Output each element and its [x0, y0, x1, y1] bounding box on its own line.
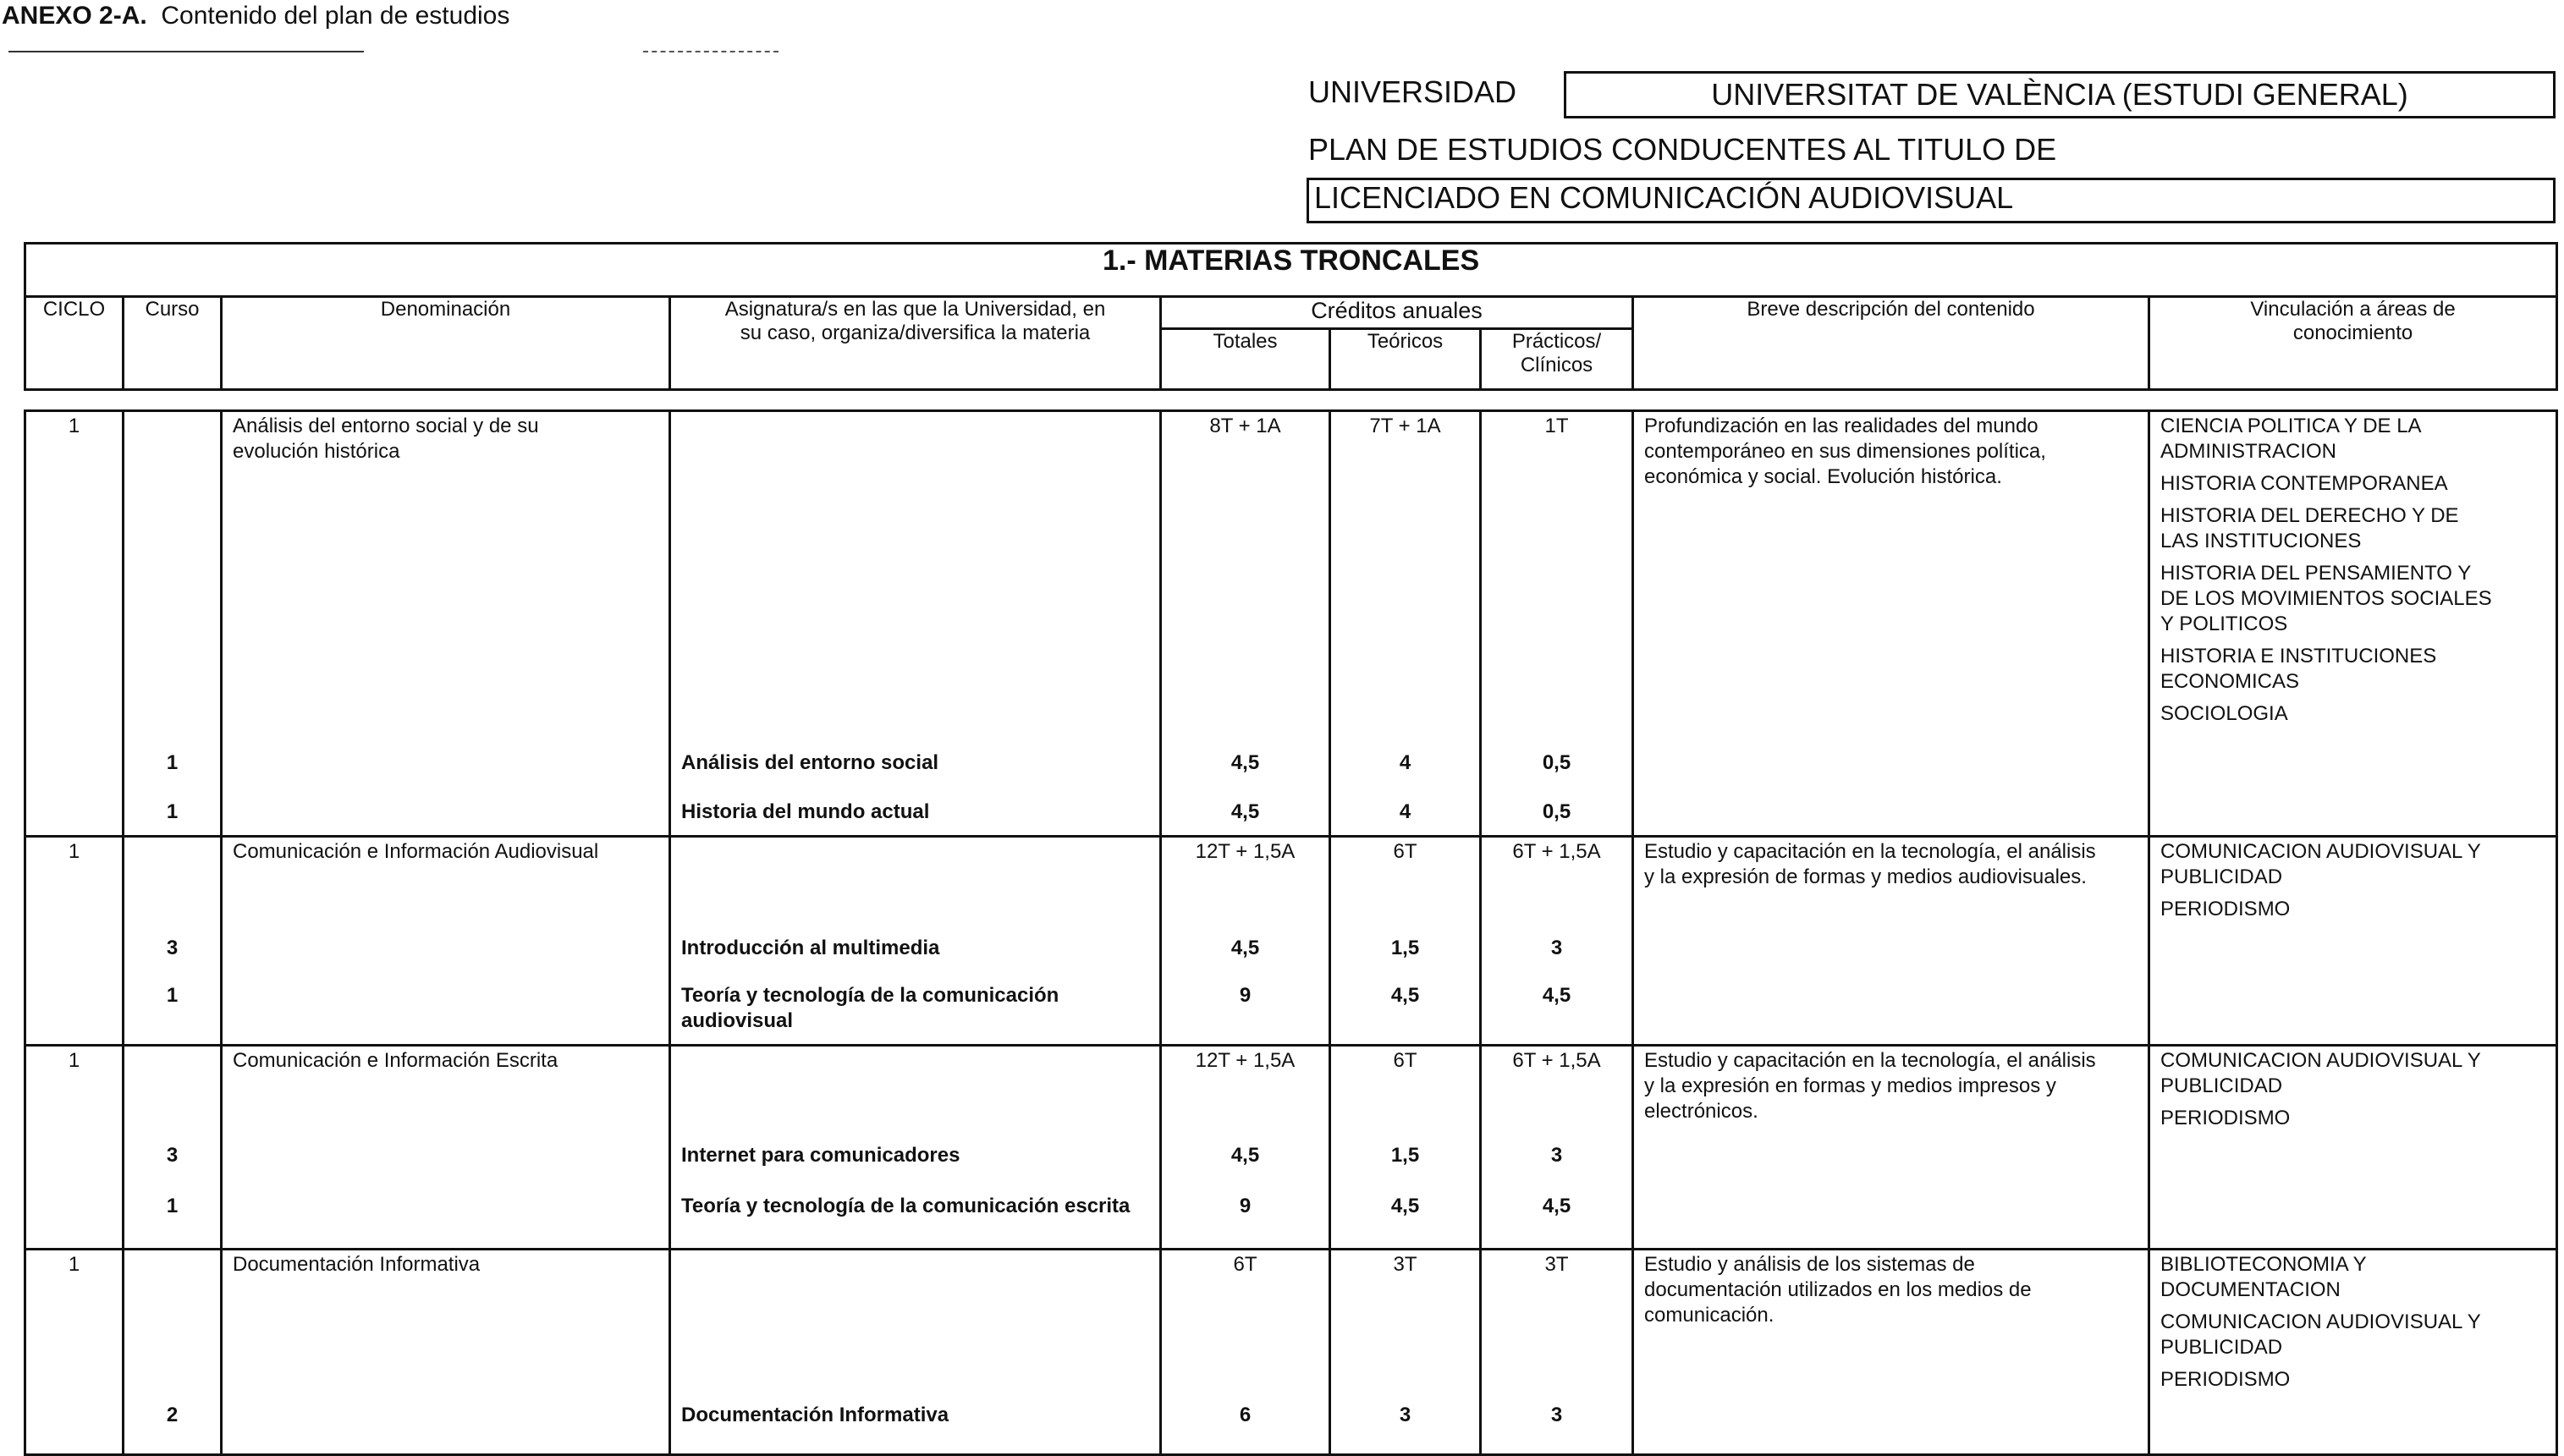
universidad-label: UNIVERSIDAD: [1308, 74, 1517, 109]
teoricos-value: 3T: [1393, 1253, 1417, 1276]
denominacion-cell: [222, 1046, 670, 1250]
asignatura-totales: 9: [1239, 984, 1252, 1007]
descripcion-text: y la expresión de formas y medios audiovisuales.: [1644, 865, 2087, 888]
denominacion-text: Comunicación e Información Audiovisual: [233, 840, 599, 863]
materia-row: [25, 837, 2557, 1046]
header-totales: Totales: [1161, 329, 1330, 390]
denominacion-text: Comunicación e Información Escrita: [233, 1049, 558, 1072]
curso-value: 2: [166, 1404, 179, 1426]
asignatura-practicos: 0,5: [1542, 800, 1571, 823]
asignatura-teoricos: 4: [1399, 751, 1411, 774]
teoricos-cell: [1330, 1046, 1481, 1250]
asignatura-cell: [670, 411, 1161, 837]
denominacion-cell: [222, 837, 670, 1046]
annex-title: Contenido del plan de estudios: [161, 2, 510, 30]
section-title: 1.- MATERIAS TRONCALES: [25, 244, 2557, 297]
asignatura-name: Análisis del entorno social: [681, 751, 939, 774]
descripcion-text: contemporáneo en sus dimensiones política,: [1644, 440, 2046, 463]
teoricos-value: 6T: [1393, 1049, 1417, 1072]
ciclo-cell: [25, 1046, 124, 1250]
denominacion-text: Análisis del entorno social y de su: [233, 415, 539, 437]
header-practicos: [1481, 329, 1633, 390]
asignatura-name: audiovisual: [681, 1009, 794, 1032]
teoricos-cell: [1330, 1250, 1481, 1455]
ciclo-value: 1: [68, 415, 80, 437]
teoricos-cell: [1330, 411, 1481, 837]
practicos-cell: [1481, 1250, 1633, 1455]
header-asignatura-line: Asignatura/s en las que la Universidad, en: [724, 298, 1106, 321]
totales-cell: [1161, 1250, 1330, 1455]
materia-row: [25, 1250, 2557, 1455]
practicos-cell: [1481, 1046, 1633, 1250]
annex-code: ANEXO 2-A.: [2, 2, 147, 30]
materias-table: [24, 409, 2558, 1456]
teoricos-value: 6T: [1393, 840, 1417, 863]
totales-value: 6T: [1233, 1253, 1257, 1276]
curso-value: 1: [166, 1195, 179, 1217]
header-ciclo: CICLO: [25, 297, 124, 390]
areas-cell: [2149, 1250, 2557, 1455]
area-text: CIENCIA POLITICA Y DE LA: [2160, 415, 2422, 437]
denominacion-text: Documentación Informativa: [233, 1253, 481, 1276]
curso-cell: [124, 1046, 222, 1250]
teoricos-value: 7T + 1A: [1369, 415, 1441, 437]
practicos-value: 6T + 1,5A: [1512, 840, 1601, 863]
materia-row: [25, 1046, 2557, 1250]
asignatura-teoricos: 3: [1399, 1404, 1411, 1426]
areas-cell: [2149, 1046, 2557, 1250]
area-text: PUBLICIDAD: [2160, 865, 2283, 888]
area-text: BIBLIOTECONOMIA Y: [2160, 1253, 2367, 1276]
descripcion-text: económica y social. Evolución histórica.: [1644, 465, 2002, 488]
totales-value: 8T + 1A: [1209, 415, 1281, 437]
totales-value: 12T + 1,5A: [1195, 840, 1296, 863]
asignatura-totales: 4,5: [1230, 1144, 1260, 1167]
asignatura-totales: 4,5: [1230, 937, 1260, 959]
area-text: DE LOS MOVIMIENTOS SOCIALES: [2160, 587, 2492, 610]
descripcion-text: electrónicos.: [1644, 1100, 1758, 1123]
area-text: PERIODISMO: [2160, 898, 2291, 920]
ciclo-value: 1: [68, 840, 80, 863]
ciclo-cell: [25, 837, 124, 1046]
descripcion-text: y la expresión en formas y medios impresos y: [1644, 1074, 2056, 1097]
area-text: Y POLITICOS: [2160, 613, 2288, 635]
area-text: ADMINISTRACION: [2160, 440, 2337, 463]
asignatura-teoricos: 1,5: [1390, 937, 1420, 959]
header-asignatura-line: su caso, organiza/diversifica la materia: [740, 321, 1091, 344]
totales-cell: [1161, 1046, 1330, 1250]
area-text: PERIODISMO: [2160, 1368, 2291, 1391]
descripcion-text: comunicación.: [1644, 1304, 1774, 1327]
asignatura-totales: 6: [1239, 1404, 1252, 1426]
curso-value: 1: [166, 984, 179, 1007]
divider: [8, 51, 364, 52]
header-breve: Breve descripción del contenido: [1633, 297, 2149, 390]
asignatura-practicos: 3: [1550, 1144, 1563, 1167]
asignatura-name: Documentación Informativa: [681, 1404, 949, 1426]
teoricos-cell: [1330, 837, 1481, 1046]
denominacion-cell: [222, 411, 670, 837]
header-asignatura: [670, 297, 1161, 390]
header-denominacion: Denominación: [222, 297, 670, 390]
materia-row: [25, 411, 2557, 837]
area-text: HISTORIA DEL PENSAMIENTO Y: [2160, 562, 2472, 585]
header-vinculacion: [2149, 297, 2557, 390]
practicos-value: 3T: [1544, 1253, 1569, 1276]
descripcion-text: documentación utilizados en los medios de: [1644, 1278, 2032, 1301]
header-curso: Curso: [124, 297, 222, 390]
curso-cell: [124, 837, 222, 1046]
header-creditos: Créditos anuales: [1161, 297, 1633, 329]
asignatura-practicos: 3: [1550, 1404, 1563, 1426]
descripcion-cell: [1633, 1250, 2149, 1455]
practicos-cell: [1481, 837, 1633, 1046]
asignatura-totales: 4,5: [1230, 800, 1260, 823]
asignatura-teoricos: 4: [1399, 800, 1411, 823]
asignatura-teoricos: 1,5: [1390, 1144, 1420, 1167]
asignatura-cell: [670, 837, 1161, 1046]
header-practicos-line: Clínicos: [1520, 354, 1593, 376]
asignatura-name: Teoría y tecnología de la comunicación: [681, 984, 1059, 1007]
ciclo-cell: [25, 411, 124, 837]
descripcion-text: Estudio y capacitación en la tecnología, el análisis: [1644, 840, 2096, 863]
descripcion-text: Profundización en las realidades del mundo: [1644, 415, 2039, 437]
practicos-cell: [1481, 411, 1633, 837]
header-table: [24, 242, 2558, 391]
area-text: SOCIOLOGIA: [2160, 702, 2288, 725]
curso-value: 3: [166, 937, 179, 959]
area-text: DOCUMENTACION: [2160, 1278, 2341, 1301]
area-text: PUBLICIDAD: [2160, 1336, 2283, 1359]
totales-value: 12T + 1,5A: [1195, 1049, 1296, 1072]
descripcion-cell: [1633, 1046, 2149, 1250]
asignatura-totales: 4,5: [1230, 751, 1260, 774]
asignatura-name: Historia del mundo actual: [681, 800, 930, 823]
curso-value: 3: [166, 1144, 179, 1167]
descripcion-text: Estudio y análisis de los sistemas de: [1644, 1253, 1975, 1276]
curso-value: 1: [166, 800, 179, 823]
area-text: COMUNICACION AUDIOVISUAL Y: [2160, 840, 2481, 863]
practicos-value: 1T: [1544, 415, 1569, 437]
area-text: PUBLICIDAD: [2160, 1074, 2283, 1097]
asignatura-teoricos: 4,5: [1390, 1195, 1420, 1217]
curso-cell: [124, 1250, 222, 1455]
asignatura-name: Teoría y tecnología de la comunicación escrita: [681, 1195, 1131, 1217]
descripcion-cell: [1633, 837, 2149, 1046]
asignatura-practicos: 0,5: [1542, 751, 1571, 774]
asignatura-name: Internet para comunicadores: [681, 1144, 960, 1167]
header-practicos-line: Prácticos/: [1511, 330, 1602, 353]
asignatura-totales: 9: [1239, 1195, 1252, 1217]
ciclo-value: 1: [68, 1049, 80, 1072]
header-teoricos: Teóricos: [1330, 329, 1481, 390]
universidad-value: UNIVERSITAT DE VALÈNCIA (ESTUDI GENERAL): [1564, 71, 2556, 118]
totales-cell: [1161, 837, 1330, 1046]
descripcion-text: Estudio y capacitación en la tecnología, el análisis: [1644, 1049, 2096, 1072]
area-text: PERIODISMO: [2160, 1107, 2291, 1129]
descripcion-cell: [1633, 411, 2149, 837]
area-text: COMUNICACION AUDIOVISUAL Y: [2160, 1049, 2481, 1072]
asignatura-practicos: 4,5: [1542, 1195, 1571, 1217]
curso-value: 1: [166, 751, 179, 774]
totales-cell: [1161, 411, 1330, 837]
header-vinculacion-line: conocimiento: [2292, 321, 2413, 344]
areas-cell: [2149, 837, 2557, 1046]
area-text: HISTORIA E INSTITUCIONES: [2160, 645, 2437, 668]
header-vinculacion-line: Vinculación a áreas de: [2250, 298, 2456, 321]
annex-heading: [2, 2, 509, 30]
denominacion-text: evolución histórica: [233, 440, 400, 463]
asignatura-cell: [670, 1046, 1161, 1250]
asignatura-practicos: 4,5: [1542, 984, 1571, 1007]
area-text: COMUNICACION AUDIOVISUAL Y: [2160, 1310, 2481, 1333]
ciclo-value: 1: [68, 1253, 80, 1276]
area-text: ECONOMICAS: [2160, 670, 2300, 693]
area-text: HISTORIA DEL DERECHO Y DE: [2160, 504, 2459, 527]
titulo-value: LICENCIADO EN COMUNICACIÓN AUDIOVISUAL: [1307, 178, 2556, 223]
curso-cell: [124, 411, 222, 837]
asignatura-cell: [670, 1250, 1161, 1455]
plan-label: PLAN DE ESTUDIOS CONDUCENTES AL TITULO DE: [1308, 132, 2057, 167]
area-text: LAS INSTITUCIONES: [2160, 530, 2362, 552]
divider: [643, 51, 779, 52]
areas-cell: [2149, 411, 2557, 837]
practicos-value: 6T + 1,5A: [1512, 1049, 1601, 1072]
area-text: HISTORIA CONTEMPORANEA: [2160, 472, 2448, 495]
ciclo-cell: [25, 1250, 124, 1455]
denominacion-cell: [222, 1250, 670, 1455]
asignatura-practicos: 3: [1550, 937, 1563, 959]
asignatura-teoricos: 4,5: [1390, 984, 1420, 1007]
asignatura-name: Introducción al multimedia: [681, 937, 940, 959]
